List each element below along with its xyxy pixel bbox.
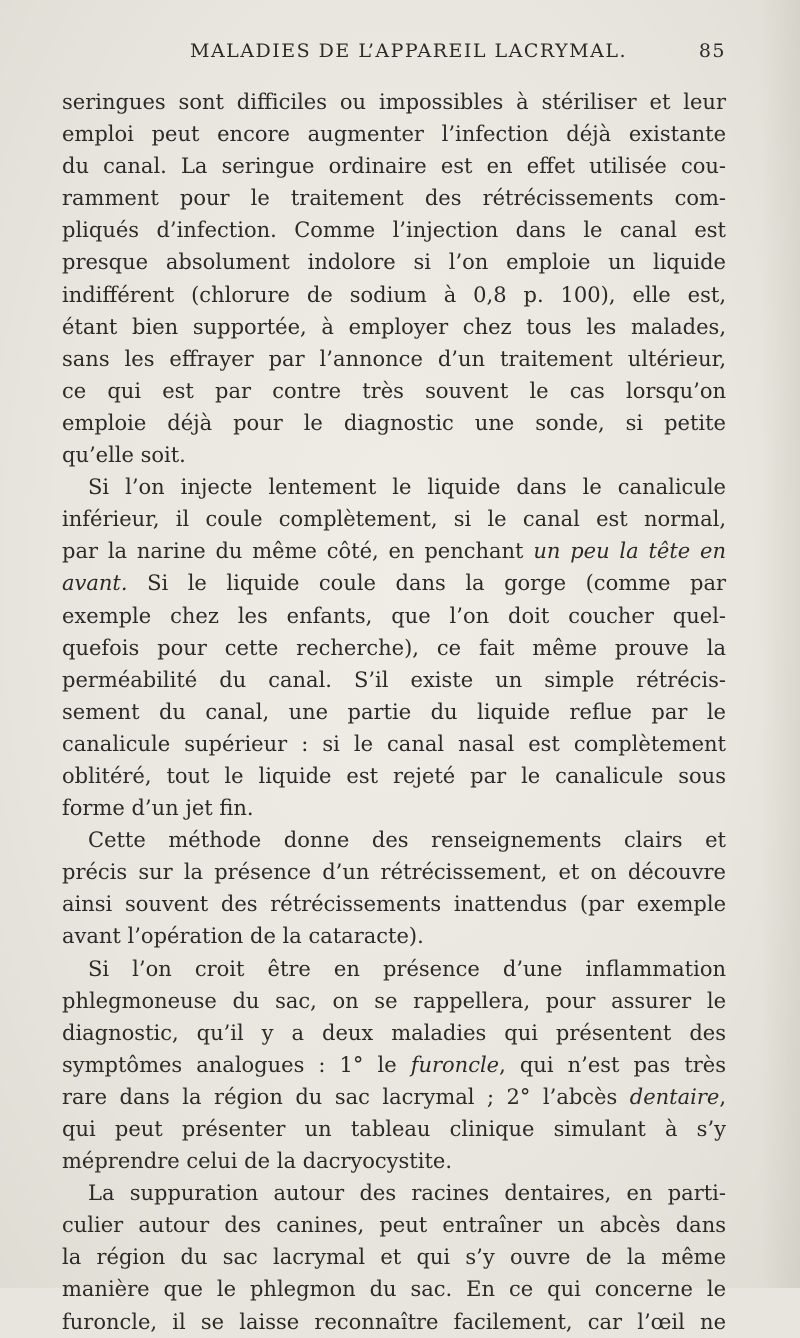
text-line: presque absolument indolore si l’on emploie un liquide (62, 250, 726, 275)
text-line: avant. Si le liquide coule dans la gorge (comme par (62, 571, 726, 596)
text-line: manière que le phlegmon du sac. En ce qui concerne le (62, 1277, 726, 1302)
text-line: Si l’on croit être en présence d’une inflammation (88, 956, 726, 981)
text-line: Si l’on injecte lentement le liquide dans le canalicule (88, 475, 726, 500)
text-line: furoncle, il se laisse reconnaître facilement, car l’œil ne (62, 1309, 726, 1334)
running-title: MALADIES DE L’APPAREIL LACRYMAL. (190, 40, 627, 62)
text-line: méprendre celui de la dacryocystite. (62, 1149, 453, 1174)
text-line: ce qui est par contre très souvent le cas lorsqu’on (62, 378, 726, 403)
text-line: pliqués d’infection. Comme l’injection dans le canal est (62, 218, 726, 243)
text-line: la région du sac lacrymal et qui s’y ouvre de la même (62, 1245, 726, 1270)
text-line: avant l’opération de la cataracte). (62, 924, 424, 949)
text-line: forme d’un jet fin. (62, 796, 254, 821)
text-line: diagnostic, qu’il y a deux maladies qui présentent des (62, 1020, 726, 1045)
text-line: par la narine du même côté, en penchant un peu la tête en (62, 539, 727, 564)
text-line: culier autour des canines, peut entraîner un abcès dans (62, 1213, 726, 1238)
italic-emphasis: un peu la tête en (533, 539, 727, 564)
text-line: perméabilité du canal. S’il existe un simple rétrécis- (62, 667, 726, 692)
text-line: rare dans la région du sac lacrymal ; 2° l’abcès dentaire, (62, 1084, 726, 1109)
text-line: oblitéré, tout le liquide est rejeté par le canalicule sous (62, 763, 726, 788)
page-number: 85 (698, 40, 726, 62)
text-line: du canal. La seringue ordinaire est en effet utilisée cou- (62, 154, 726, 179)
text-line: inférieur, il coule complètement, si le canal est normal, (62, 507, 726, 532)
text-line: sement du canal, une partie du liquide reflue par le (62, 699, 726, 724)
text-line: sans les effrayer par l’annonce d’un traitement ultérieur, (62, 346, 726, 371)
text-line: ramment pour le traitement des rétrécissements com- (62, 186, 726, 211)
text-line: phlegmoneuse du sac, on se rappellera, pour assurer le (62, 988, 726, 1013)
text-line: La suppuration autour des racines dentaires, en parti- (88, 1181, 726, 1206)
body-text (62, 86, 726, 1338)
text-line: emploie déjà pour le diagnostic une sonde, si petite (62, 410, 726, 435)
text-line: Cette méthode donne des renseignements clairs et (88, 828, 726, 853)
text-line: précis sur la présence d’un rétrécissement, et on découvre (62, 860, 726, 885)
text-line: quefois pour cette recherche), ce fait même prouve la (62, 635, 726, 660)
page-header (62, 40, 726, 70)
text-line: emploi peut encore augmenter l’infection déjà existante (62, 122, 726, 147)
text-line: exemple chez les enfants, que l’on doit coucher quel- (62, 603, 726, 628)
text-line: qui peut présenter un tableau clinique simulant à s’y (62, 1117, 726, 1141)
italic-emphasis: furoncle (410, 1052, 500, 1077)
text-line: indifférent (chlorure de sodium à 0,8 p. 100), elle est, (62, 282, 726, 307)
text-line: seringues sont difficiles ou impossibles à stériliser et leur (62, 90, 726, 114)
text-line: étant bien supportée, à employer chez tous les malades, (62, 314, 726, 339)
text-line: canalicule supérieur : si le canal nasal est complètement (62, 731, 726, 756)
text-line: ainsi souvent des rétrécissements inattendus (par exemple (62, 892, 726, 917)
text-line: qu’elle soit. (62, 443, 186, 468)
text-line: symptômes analogues : 1° le furoncle, qui n’est pas très (62, 1052, 727, 1077)
italic-emphasis: dentaire (629, 1084, 720, 1109)
italic-emphasis: avant. (62, 571, 128, 596)
